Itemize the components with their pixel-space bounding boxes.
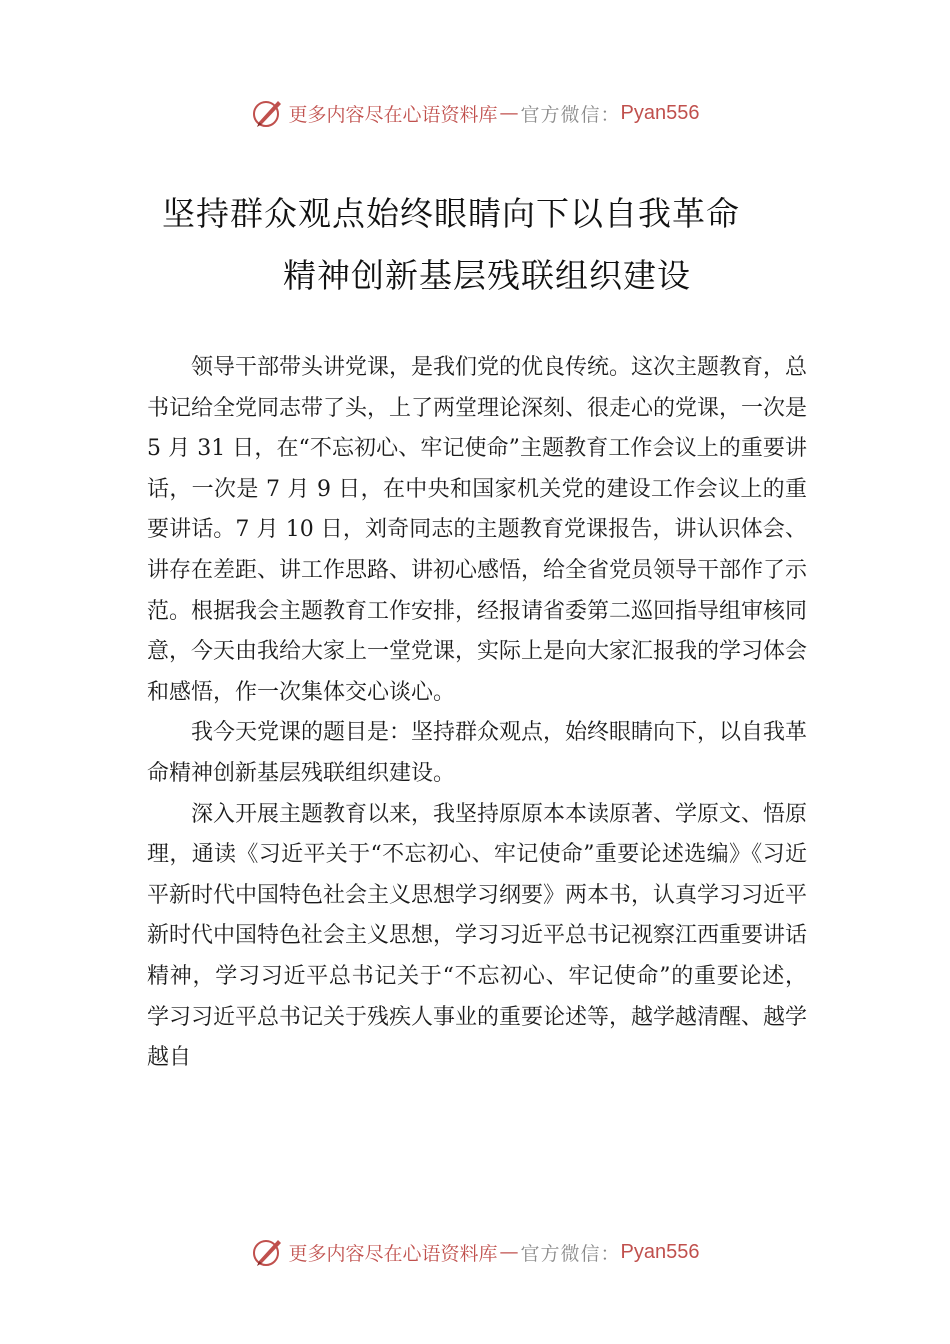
document-body bbox=[147, 348, 807, 1079]
footer-banner bbox=[0, 1232, 950, 1272]
banner-dash: — bbox=[499, 1241, 519, 1263]
page-title-line-2: 精神创新基层残联组织建设 bbox=[283, 256, 691, 295]
paragraph: 领导干部带头讲党课，是我们党的优良传统。这次主题教育，总书记给全党同志带了头，上了两堂理论深刻、很走心的党课，一次是 5 月 31 日，在“不忘初心、牢记使命”主题教育工作会议上的重要讲话，一次是 7 月 9 日，在中央和国家机关党的建设工作会议上的重要讲话。7 月 10 日，刘奇同志的主题教育党课报告，讲认识体会、讲存在差距、讲工作思路、讲初心感悟，给全省党员领导干部作了示范。根据我会主题教育工作安排，经报请省委第二巡回指导组审核同意，今天由我给大家上一堂党课，实际上是向大家汇报我的学习体会和感悟，作一次集体交心谈心。 bbox=[147, 355, 808, 705]
banner-text-gray: 官方微信： bbox=[520, 1242, 621, 1265]
paragraph: 我今天党课的题目是：坚持群众观点，始终眼睛向下，以自我革命精神创新基层残联组织建设。 bbox=[147, 720, 808, 786]
banner-text-red: 更多内容尽在心语资料库 bbox=[288, 103, 498, 126]
paragraph: 深入开展主题教育以来，我坚持原原本本读原著、学原文、悟原理，通读《习近平关于“不忘初心、牢记使命”重要论述选编》《习近平新时代中国特色社会主义思想学习纲要》两本书，认真学习习近平新时代中国特色社会主义思想，学习习近平总书记视察江西重要讲话精神，学习习近平总书记关于“不忘初心、牢记使命”的重要论述，学习习近平总书记关于残疾人事业的重要论述等，越学越清醒、越学越自 bbox=[147, 801, 808, 1071]
banner-dash: — bbox=[499, 102, 519, 124]
banner-text-red: 更多内容尽在心语资料库 bbox=[288, 1242, 498, 1265]
banner-wechat-id: Pyan556 bbox=[620, 101, 700, 124]
header-banner bbox=[0, 93, 950, 133]
pen-logo-icon bbox=[251, 1235, 285, 1269]
banner-text-gray: 官方微信： bbox=[520, 103, 621, 126]
pen-logo-icon bbox=[251, 96, 285, 130]
banner-wechat-id: Pyan556 bbox=[620, 1240, 700, 1263]
page-title-line-1: 坚持群众观点始终眼睛向下以自我革命 bbox=[162, 194, 740, 233]
